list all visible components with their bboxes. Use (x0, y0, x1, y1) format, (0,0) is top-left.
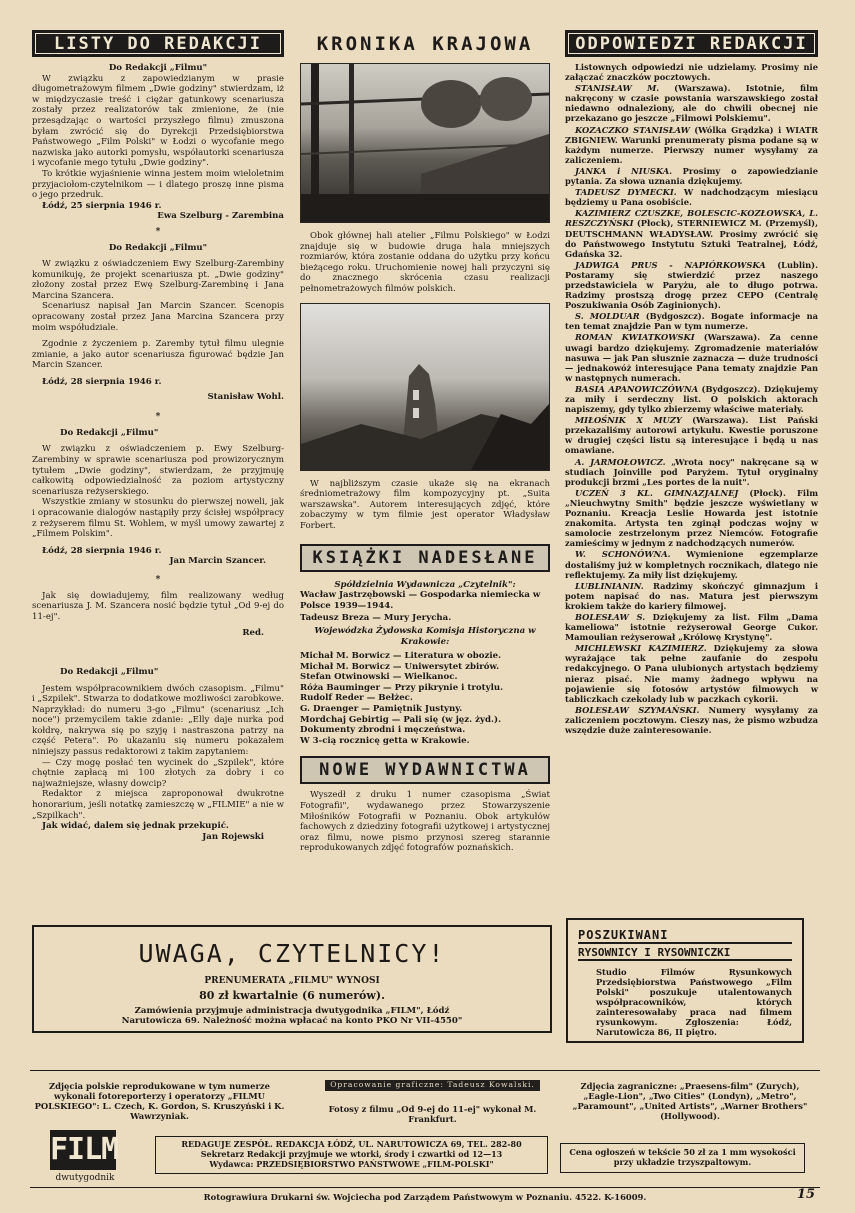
book-item: W 3-cią rocznicę getta w Krakowie. (300, 735, 470, 746)
letter-3-signature: Jan Marcin Szancer. (169, 556, 266, 567)
footer-rule-bottom (30, 1187, 820, 1188)
book-item: Mordchaj Gebirtig — Pali się (w jęz. żyd.). (300, 714, 502, 725)
answer-item (565, 705, 818, 735)
answer-text: Prosimy o zapowiedzianie pytania. Za słowa uznania dziękujemy. (565, 165, 818, 187)
answer-text: (Warszawa). Istotnie, film nakręcony w czasie powstania warszawskiego został niedawno odnaleziony, ale do chwili obecnej nie przekazano go jeszcze „Filmowi Polskiemu". (565, 83, 818, 124)
letter-2-place: Łódź, 28 sierpnia 1946 r. (42, 377, 162, 388)
answer-text: Radzimy skończyć gimnazjum i potem napisać do nas. Matura jest pierwszym krokiem także do kariery filmowej. (565, 580, 818, 611)
answer-item (565, 612, 818, 642)
answer-item (565, 457, 818, 487)
answer-item (565, 187, 818, 207)
letter-3-body-2: Wszystkie zmiany w stosunku do pierwszej noweli, jak i opracowanie dialogów nastąpiły przy ścisłej współpracy z reżyserem filmu St. Wohlem, w myśl umowy zawartej z „Filmem Polskim". (32, 497, 284, 540)
answer-text: (Warszawa). Za cenne uwagi bardzo dziękujemy. Zgromadzenie materiałów nasuwa — jak Pan słusznie zaznacza — duże trudności — jednakowóż interesujące Pana tematy znajdzie Pan w następnych numerach. (565, 332, 818, 383)
answers-column (565, 30, 818, 736)
answer-recipient: TADEUSZ DYMECKI. (575, 187, 677, 198)
answer-item (565, 166, 818, 186)
footer-graphic-design: Opracowanie graficzne: Tadeusz Kowalski. (325, 1080, 540, 1091)
photo-1-caption: Obok głównej hali atelier „Filmu Polskiego" w Łodzi znajduje się w budowie druga hala mniejszych rozmiarów, która zostanie oddana do użytku przy końcu bieżącego roku. Uruchomienie nowej hali przyczyni się do znacznego skrócenia czasu realizacji pełnometrażowych filmów polskich. (300, 231, 550, 294)
editorial-box (155, 1136, 548, 1174)
ad-price-box: Cena ogłoszeń w tekście 50 zł za 1 mm wysokości przy układzie trzyszpaltowym. (560, 1143, 805, 1173)
letter-2-signature: Stanisław Wohl. (207, 391, 284, 402)
books-list (300, 580, 550, 747)
answer-item (565, 311, 818, 331)
letters-header: LISTY DO REDAKCJI (32, 30, 284, 57)
letter-1-title: Do Redakcji „Filmu" (108, 63, 208, 73)
answer-recipient: KAZIMIERZ CZUSZKE, BOLESCIC-KOZŁOWSKA, L. RESZCZYŃSKI (565, 208, 818, 229)
answer-item (565, 208, 818, 258)
editorial-line-1: REDAGUJE ZESPÓŁ. REDAKCJA ŁÓDŹ, UL. NARUTOWICZA 69, TEL. 282-80 (181, 1139, 522, 1149)
letter-2-body-3: Zgodnie z życzeniem p. Zaremby tytuł filmu ulegnie zmianie, a jako autor scenariusza figurować będzie Jan Marcin Szancer. (32, 339, 284, 371)
answer-recipient: W. SCHONÓWNA. (575, 549, 671, 560)
new-publications-header: NOWE WYDAWNICTWA (300, 756, 550, 784)
publisher-1: Spółdzielnia Wydawnicza „Czytelnik": (334, 579, 516, 590)
letter-5-body-3: Redaktor z miejsca zaproponował dwukrotne honorarium, jeśli notatkę zamieszczę w „FILMIE" a nie w „Szpilkach". (32, 789, 284, 821)
book-item: Dokumenty zbrodni i męczeństwa. (300, 725, 466, 736)
answer-recipient: STANISŁAW M. (575, 83, 660, 94)
publisher-2: Wojewódzka Żydowska Komisja Historyczna w Krakowie: (314, 625, 536, 647)
separator-star: * (155, 412, 161, 423)
letter-1-place: Łódź, 25 sierpnia 1946 r. (42, 200, 162, 211)
letter-4-signature: Red. (242, 628, 264, 639)
book-item: Michał M. Borwicz — Uniwersytet zbirów. (300, 661, 500, 672)
answer-recipient: JADWIGA PRUS - NAPIÓRKOWSKA (575, 259, 766, 270)
answer-text: (Bydgoszcz). Dziękujemy za miły i serdeczny list. O polskich aktorach napiszemy, gdy tylko zbierzemy właściwe materiały. (565, 383, 818, 415)
subscription-line-4: Narutowicza 69. Należność można wpłacać na konto PKO Nr VII-4550" (121, 1016, 463, 1027)
answer-recipient: BOLESŁAW S. (575, 611, 646, 622)
footer-rule (30, 1070, 820, 1071)
book-item: Wacław Jastrzębowski — Gospodarka niemiecka w Polsce 1939—1944. (300, 590, 541, 611)
answer-recipient: KOZACZKO STANISŁAW (575, 124, 690, 135)
answers-header: ODPOWIEDZI REDAKCJI (565, 30, 818, 57)
answer-text: Listownych odpowiedzi nie udzielamy. Prosimy nie załączać znaczków pocztowych. (565, 62, 818, 83)
answer-recipient: ROMAN KWIATKOWSKI (575, 332, 695, 343)
subscription-line-3: Zamówienia przyjmuje administracja dwutygodnika „FILM", Łódź (134, 1005, 450, 1016)
film-logo-subtitle: dwutygodnik (55, 1173, 115, 1183)
answer-recipient: MIŁOŚNIK X MUZY (575, 415, 682, 426)
new-publications-text: Wyszedł z druku 1 numer czasopisma „Świat Fotografii", wydawanego przez Stowarzyszenie Miłośników Fotografii w Poznaniu. Obok artykułów fachowych z dziedziny fotografii użytkowej i artystycznej oraz filmu, nowe pismo przynosi szereg starannie reprodukowanych zdjęć fotografów poznańskich. (300, 790, 550, 854)
answer-item (565, 581, 818, 611)
job-body: Studio Filmów Rysunkowych Przedsiębiorstwa Państwowego „Film Polski" poszukuje utalentowanych współpracowników, których zainteresowałaby praca nad filmem rysunkowym. Zgłoszenia: Łódź, Narutowicza 86, II piętro. (596, 967, 792, 1037)
letter-2-body: W związku z oświadczeniem Ewy Szelburg-Zarembiny komunikuję, że projekt scenariusza pt. „Dwie godziny" złożony został przez Ewę Szelburg-Zarembinę i Jana Marcina Szancera. (32, 259, 284, 301)
answer-item (565, 415, 818, 455)
books-header: KSIĄŻKI NADESŁANE (300, 544, 550, 572)
letter-1-signature: Ewa Szelburg - Zarembina (157, 211, 284, 222)
answer-item (565, 549, 818, 579)
answer-text: Dziękujemy za list. Film „Dama kameliowa" istotnie reżyserował George Cukor. Mamoulian reżyserował „Królowę Krystynę". (565, 611, 819, 643)
subscription-notice (32, 925, 552, 1033)
answer-text: (Płock). Film „Nieuchwytny Smith" będzie jeszcze wyświetlany w Poznaniu. Kreacja Leslie Howarda jest istotnie znakomita. Artysta ten zginął podczas wojny w samolocie zestrzelonym przez Niemców. Fotografie zamieścimy w jednym z nadchodzących numerów. (565, 487, 819, 549)
letter-4-body: Jak się dowiadujemy, film realizowany według scenariusza J. M. Szancera nosić będzie tytuł „Od 9-ej do 11-ej". (32, 590, 284, 622)
answer-text: Wymienione egzemplarze dostaliśmy już w kompletnych rocznikach, dlatego nie reflektujemy. Za miły list dziękujemy. (565, 549, 818, 580)
job-title-2: RYSOWNICY I RYSOWNICZKI (578, 946, 792, 961)
photo-2-caption: W najbliższym czasie ukaże się na ekranach średniometrażowy film kompozycyjny pt. „Suita warszawska". Autorem interesujących zdjęć, które zobaczymy w tym filmie jest operator Władysław Forbert. (300, 478, 550, 531)
answer-item (565, 125, 818, 165)
answer-text: (Lublin). Postaramy się stwierdzić przez naszego przedstawiciela w Paryżu, ale to długo potrwa. Radzimy prostszą drogę przez CEPO (Centralę Poszukiwania Osób Zaginionych). (565, 259, 818, 311)
book-item: Tadeusz Breza — Mury Jerycha. (300, 613, 452, 624)
letter-1-body-2: To krótkie wyjaśnienie winna jestem moim wieloletnim przyjaciołom-czytelnikom — i dlatego proszę inne pisma o jego przedruk. (32, 168, 284, 201)
answer-item (565, 488, 818, 549)
answer-recipient: MICHLEWSKI KAZIMIERZ. (575, 643, 707, 654)
book-item: Róża Bauminger — Przy pikrynie i trotylu. (300, 682, 504, 693)
answer-item (565, 62, 818, 82)
answer-text: „Wrota nocy" nakręcane są w studiach Joinville pod Paryżem. Tytuł oryginalny produkcji brzmi „Les portes de la nuit". (565, 456, 819, 487)
answer-item (565, 332, 818, 382)
letter-3-title: Do Redakcji „Filmu" (60, 427, 159, 438)
film-logo: FILM (50, 1130, 116, 1170)
separator-star: * (155, 226, 161, 237)
answers-list (565, 62, 818, 735)
answer-recipient: A. JARMOŁOWICZ. (575, 456, 666, 467)
ruins-illustration (301, 304, 549, 470)
job-title-1: POSZUKIWANI (578, 928, 792, 944)
answer-recipient: BOLESŁAW SZYMAŃSKI. (575, 704, 700, 715)
book-item: Rudolf Reder — Bełżec. (300, 693, 413, 704)
answer-recipient: LUBLINIANIN. (575, 580, 644, 591)
answer-text: W nadchodzącym miesiącu będziemy u Pana osobiście. (565, 187, 819, 208)
answer-item (565, 384, 818, 414)
letter-5-title: Do Redakcji „Filmu" (60, 666, 159, 677)
answer-item (565, 260, 818, 310)
book-item: Michał M. Borwicz — Literatura w obozie. (300, 651, 502, 662)
construction-illustration (301, 64, 549, 222)
answer-recipient: UCZEŃ 3 KL. GIMNAZJALNEJ (575, 487, 739, 498)
separator-star: * (155, 574, 161, 585)
book-item: G. Draenger — Pamiętnik Justyny. (300, 704, 463, 715)
letters-text (32, 63, 284, 842)
letter-2-body-2: Scenariusz napisał Jan Marcin Szancer. Scenopis opracowany został przez Jana Marcina Szancera przy moim współudziale. (32, 301, 284, 333)
answer-text: Dziękujemy za słowa wyrażające tak pełne zaufanie do zespołu redakcyjnego. O Pana ulubionych artystach będziemy nieraz pisać. Nie mamy żadnego wpływu na pojawienie się fotosów artystów filmowych w tabliczkach czekolady lub w paczkach cykorii. (565, 643, 818, 704)
answer-text: Numery wysyłamy za zaliczeniem pocztowym. Cieszy nas, że pismo wzbudza wszędzie duże zainteresowanie. (565, 704, 818, 735)
book-item: Stefan Otwinowski — Wielkanoc. (300, 672, 458, 683)
answer-text: (Warszawa). List Pański przekazaliśmy autorowi artykułu. Kwestie poruszone w drugiej części listu są interesujące i będą u nas omawiane. (565, 415, 819, 456)
letter-2-title: Do Redakcji „Filmu" (108, 242, 208, 253)
letters-column (32, 30, 284, 842)
subscription-title: UWAGA, CZYTELNICY! (138, 939, 446, 968)
answer-item (565, 83, 818, 123)
letter-5-body: Jestem współpracownikiem dwóch czasopism. „Filmu" i „Szpilek". Stwarza to dodatkowe możliwości zarobkowe. Naprzykład: do numeru 3-go „Filmu" (scenariusz „Ich noce") przemycilem takie zdanie: „Elly daje nurka pod kołdrę, nakrywa się po szyję i nastraszona patrzy na część Petera". Po ukazaniu się numeru pokazałem niniejszy passus redaktorowi z takim zapytaniem: (32, 683, 284, 758)
letter-5-body-4: Jak widać, dalem się jednak przekupić. (42, 821, 229, 832)
letter-3-body: W związku z oświadczeniem p. Ewy Szelburg-Zarembiny w sprawie scenariusza pod prowizorycznym tytułem „Dwie godziny", stwierdzam, że przyjmuję całkowitą odpowiedzialność za poziom artystyczny scenariusza reżyserskiego. (32, 444, 284, 497)
footer-credits-polish: Zdjęcia polskie reprodukowane w tym numerze wykonali fotoreporterzy i operatorzy „FILMU POLSKIEGO": L. Czech, K. Gordon, S. Kruszyński i K. Wawrzyniak. (34, 1081, 285, 1121)
footer-photo-credits: Fotosy z filmu „Od 9-ej do 11-ej" wykonał M. Frankfurt. (328, 1104, 537, 1124)
subscription-price: 80 zł kwartalnie (6 numerów). (199, 988, 385, 1002)
printer-info: Rotograwiura Drukarni św. Wojciecha pod Zarządem Państwowym w Poznaniu. 4522. K-16009. (203, 1192, 647, 1202)
answer-recipient: S. MOLDUAR (575, 311, 640, 322)
letter-1-body: W związku z zapowiedzianym w prasie długometrażowym filmem „Dwie godziny" stwierdzam, iż w międzyczasie treść i ciężar gatunkowy scenariusza zostały przez realizatorów tak zmienione, że (nie przesądzając o wartości przyszłego filmu) zmuszona byłam zwrócić się do Dyrekcji Przedsiębiorstwa Państwowego „Film Polski" w Łodzi o wycofanie mego nazwiska jako autorki pomysłu, współautorki scenariusza i wycofanie mego tytułu „Dwie godziny". (32, 73, 284, 169)
ruined-warsaw-photo (300, 303, 550, 471)
answer-text: (Płock), STERNIEWICZ M. (Przemyśl), DEUTSCHMANN WŁADYSŁAW. Prosimy zwrócić się do Państwowego Instytutu Sztuki Teatralnej, Łódź, Gdańska 32. (565, 218, 819, 259)
page-number: 15 (796, 1187, 815, 1202)
answer-text: (Wólka Grądzka) i WIATR ZBIGNIEW. Warunki prenumeraty pisma podane są w każdym numerze. Pierwszy numer wysyłamy za zaliczeniem. (565, 124, 818, 165)
answer-item (565, 643, 818, 704)
answer-text: (Bydgoszcz). Bogate informacje na ten temat znajdzie Pan w tym numerze. (565, 311, 818, 332)
letter-3-place: Łódź, 28 sierpnia 1946 r. (42, 545, 162, 556)
kronika-column (300, 30, 550, 854)
answer-recipient: JANKA i NIUSKA. (575, 165, 673, 176)
studio-construction-photo (300, 63, 550, 223)
editorial-line-3: Wydawca: PRZEDSIĘBIORSTWO PAŃSTWOWE „FILM-POLSKI" (209, 1159, 494, 1169)
letter-5-body-2: — Czy mogę posłać ten wycinek do „Szpilek", które chętnie zapłacą mi 100 złotych za dobry i co najważniejsze, własny dowcip? (32, 757, 284, 789)
letter-5-signature: Jan Rojewski (202, 831, 264, 842)
answer-recipient: BASIA APANOWICZÓWNA (575, 383, 699, 394)
subscription-line-1: PRENUMERATA „FILMU" WYNOSI (204, 976, 380, 986)
kronika-header: KRONIKA KRAJOWA (316, 32, 534, 55)
footer-credits-foreign: Zdjęcia zagraniczne: „Praesens-film" (Zurych), „Eagle-Lion", „Two Cities" (Londyn), „Metro", „Paramount", „United Artists", „Warner Brothers" (Hollywood). (572, 1081, 808, 1121)
editorial-line-2: Sekretarz Redakcji przyjmuje we wtorki, środy i czwartki od 12—13 (200, 1149, 503, 1159)
job-notice (566, 918, 804, 1043)
